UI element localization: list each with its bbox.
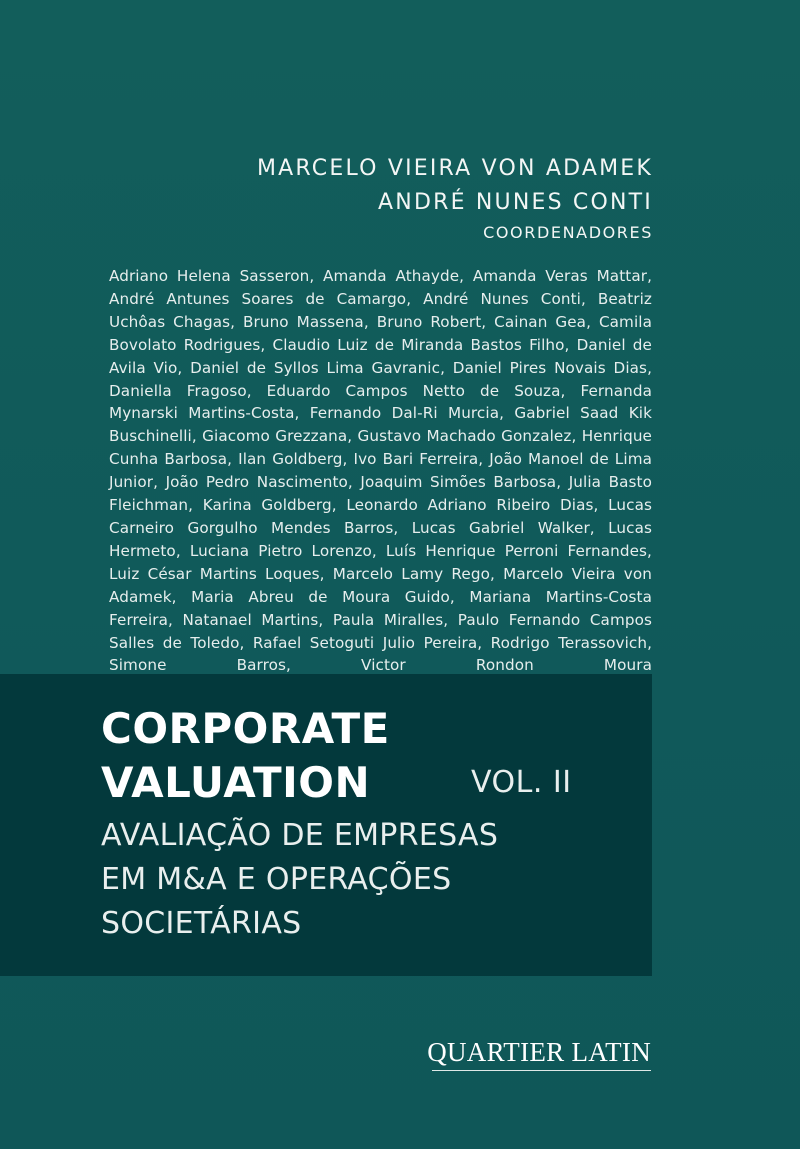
title-panel (0, 674, 652, 976)
book-subtitle (101, 814, 498, 946)
volume-label: VOL. II (471, 765, 572, 800)
subtitle-line: AVALIAÇÃO DE EMPRESAS (101, 818, 499, 853)
coordinators-label: COORDENADORES (483, 223, 653, 242)
publisher-underline (432, 1070, 651, 1071)
subtitle-line: SOCIETÁRIAS (101, 906, 302, 941)
authors-list: Adriano Helena Sasseron, Amanda Athayde, Amanda Veras Mattar, André Antunes Soares de Camargo, André Nunes Conti, Beatriz Uchôas Chagas, Bruno Massena, Bruno Robert, Cainan Gea, Camila Bovolato Rodrigues, Claudio Luiz de Miranda Bastos Filho, Daniel de Avila Vio, Daniel de Syllos Lima Gavranic, Daniel Pires Novais Dias, Daniella Fragoso, Eduardo Campos Netto de Souza, Fernanda Mynarski Martins-Costa, Fernando Dal-Ri Murcia, Gabriel Saad Kik Buschinelli, Giacomo Grezzana, Gustavo Machado Gonzalez, Henrique Cunha Barbosa, Ilan Goldberg, Ivo Bari Ferreira, João Manoel de Lima Junior, João Pedro Nascimento, Joaquim Simões Barbosa, Julia Basto Fleichman, Karina Goldberg, Leonardo Adriano Ribeiro Dias, Lucas Carneiro Gorgulho Mendes Barros, Lucas Gabriel Walker, Lucas Hermeto, Luciana Pietro Lorenzo, Luís Henrique Perroni Fernandes, Luiz César Martins Loques, Marcelo Lamy Rego, Marcelo Vieira von Adamek, Maria Abreu de Moura Guido, Mariana Martins-Costa Ferreira, Natanael Martins, Paula Miralles, Paulo Fernando Campos Salles de Toledo, Rafael Setoguti Julio Pereira, Rodrigo Terassovich, Simone Barros, Victor Rondon Moura (109, 267, 652, 675)
title-line: VALUATION (101, 758, 371, 807)
coordinator-name: ANDRÉ NUNES CONTI (378, 190, 653, 215)
subtitle-line: EM M&A E OPERAÇÕES (101, 862, 452, 897)
publisher-logo: QUARTIER LATIN (427, 1037, 651, 1067)
coordinator-name: MARCELO VIEIRA VON ADAMEK (256, 156, 653, 181)
book-title (101, 702, 390, 810)
coordinators-block (257, 152, 653, 246)
title-line: CORPORATE (101, 704, 390, 753)
